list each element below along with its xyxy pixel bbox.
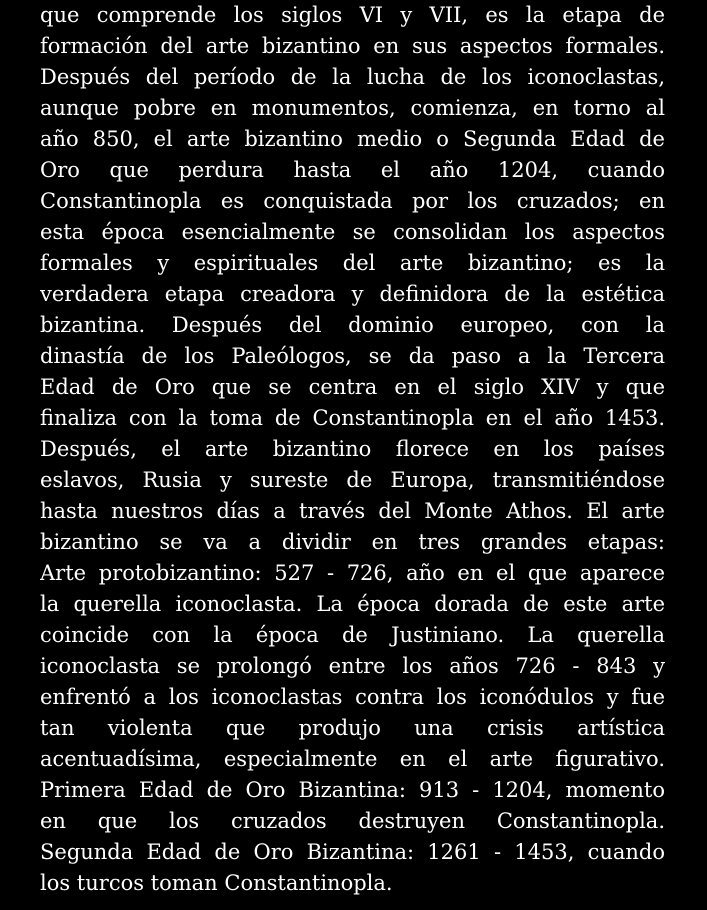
text-line: Constantinopla es conquistada por los cruzados; en: [40, 189, 665, 213]
text-line: tan violenta que produjo una crisis artística: [40, 716, 665, 740]
text-line: los turcos toman Constantinopla.: [40, 871, 393, 895]
document-text: [40, 0, 665, 899]
text-line: Segunda Edad de Oro Bizantina: 1261 - 1453, cuando: [40, 840, 665, 864]
text-line: acentuadísima, especialmente en el arte figurativo.: [40, 747, 665, 771]
text-line: coincide con la época de Justiniano. La querella: [40, 623, 665, 647]
text-line: verdadera etapa creadora y definidora de la estética: [40, 282, 665, 306]
text-line: Arte protobizantino: 527 - 726, año en el que aparece: [40, 561, 665, 585]
text-line: dinastía de los Paleólogos, se da paso a la Tercera: [40, 344, 665, 368]
text-line: que comprende los siglos VI y VII, es la etapa de: [40, 3, 665, 27]
text-line: Edad de Oro que se centra en el siglo XIV y que: [40, 375, 665, 399]
text-line: aunque pobre en monumentos, comienza, en torno al: [40, 96, 665, 120]
text-line: eslavos, Rusia y sureste de Europa, transmitiéndose: [40, 468, 665, 492]
text-line: formales y espirituales del arte bizantino; es la: [40, 251, 665, 275]
text-line: Después, el arte bizantino florece en los países: [40, 437, 665, 461]
text-line: formación del arte bizantino en sus aspectos formales.: [40, 34, 665, 58]
text-line: bizantina. Después del dominio europeo, con la: [40, 313, 665, 337]
text-line: enfrentó a los iconoclastas contra los iconódulos y fue: [40, 685, 665, 709]
text-line: bizantino se va a dividir en tres grandes etapas:: [40, 530, 665, 554]
text-line: finaliza con la toma de Constantinopla en el año 1453.: [40, 406, 665, 430]
text-line: esta época esencialmente se consolidan los aspectos: [40, 220, 665, 244]
text-line: Primera Edad de Oro Bizantina: 913 - 1204, momento: [40, 778, 665, 802]
text-line: año 850, el arte bizantino medio o Segunda Edad de: [40, 127, 665, 151]
text-line: iconoclasta se prolongó entre los años 726 - 843 y: [40, 654, 665, 678]
text-line: en que los cruzados destruyen Constantinopla.: [40, 809, 665, 833]
text-line: Oro que perdura hasta el año 1204, cuando: [40, 158, 665, 182]
text-line: la querella iconoclasta. La época dorada de este arte: [40, 592, 665, 616]
text-line: hasta nuestros días a través del Monte Athos. El arte: [40, 499, 665, 523]
text-line: Después del período de la lucha de los iconoclastas,: [40, 65, 665, 89]
